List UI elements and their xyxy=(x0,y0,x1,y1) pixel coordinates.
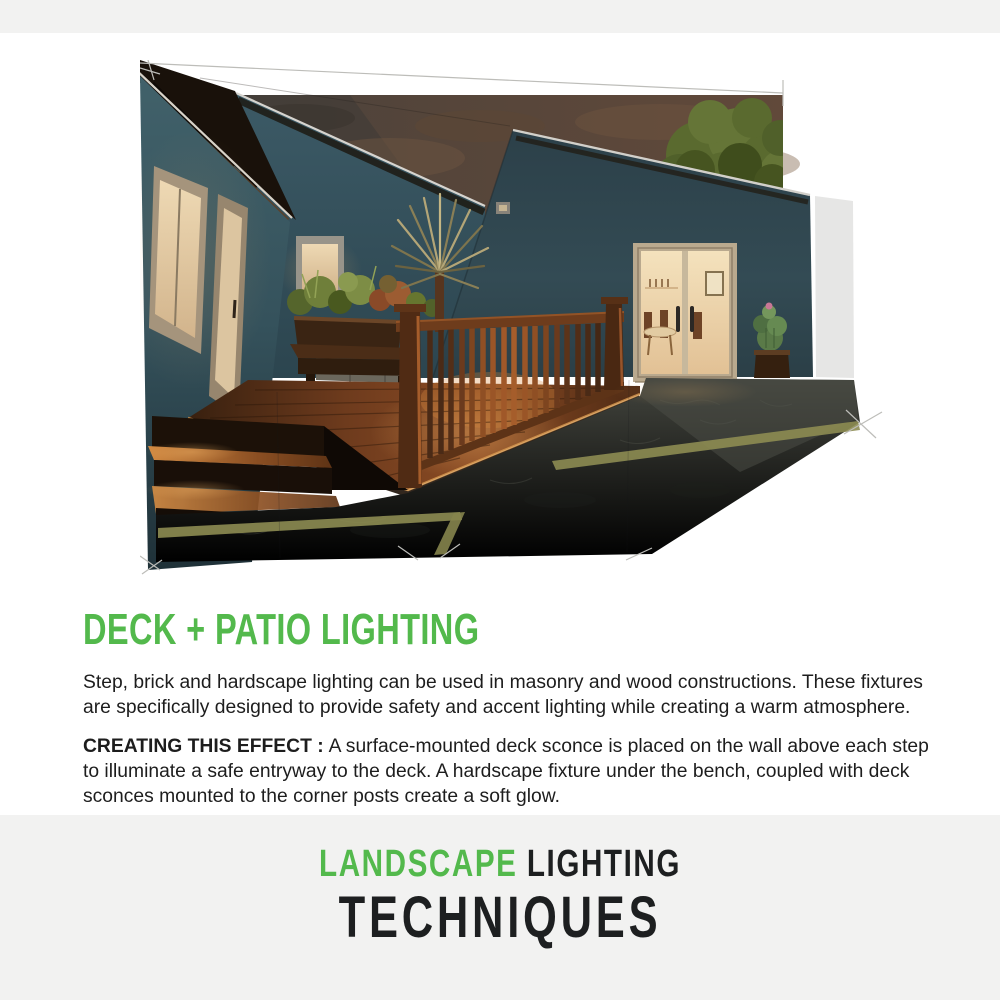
brand-word-lighting: LIGHTING xyxy=(526,843,681,885)
brand-word-landscape: LANDSCAPE xyxy=(319,843,518,885)
top-border-band xyxy=(0,0,1000,33)
door-handle xyxy=(690,306,694,332)
dining-chair xyxy=(693,312,702,339)
effect-paragraph xyxy=(83,734,931,809)
cactus-flower xyxy=(766,303,773,310)
brand-line xyxy=(110,845,890,883)
door-handle xyxy=(234,300,235,318)
door-handle xyxy=(676,306,680,332)
series-title: TECHNIQUES xyxy=(338,885,662,950)
dining-table xyxy=(644,327,676,337)
section-heading: DECK + PATIO LIGHTING xyxy=(83,605,480,654)
picture-frame xyxy=(706,272,723,295)
french-doors xyxy=(633,243,737,382)
side-panel xyxy=(815,196,854,378)
effect-label: CREATING THIS EFFECT : xyxy=(83,736,324,757)
deck-patio-illustration xyxy=(140,60,885,580)
door-light-spill xyxy=(613,377,757,407)
footer-band xyxy=(0,815,1000,1000)
effect-text: A surface-mounted deck sconce is placed on the wall above each step to illuminate a safe entryway to the deck. A hardscape fixture under the bench, coupled with deck sconces mounted to the corner posts create a soft glow. xyxy=(83,736,929,807)
intro-paragraph: Step, brick and hardscape lighting can be used in masonry and wood constructions. These fixtures are specifically designed to provide safety and accent lighting while creating a warm atmosphere. xyxy=(83,672,923,718)
text-section xyxy=(83,605,931,823)
